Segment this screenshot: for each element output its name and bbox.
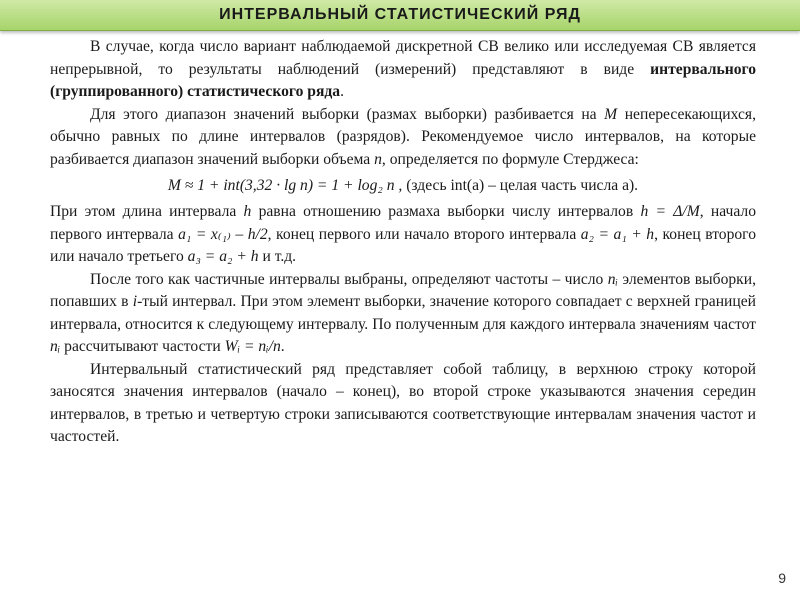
p3-text-2: равна отношению размаха выборки числу интервалов — [251, 203, 641, 220]
p4-text-4: рассчитывают частости — [60, 338, 225, 355]
p4-text-3: -тый интервал. При этом элемент выборки, значение которого совпадает с верхней границей интервала, относится к следующему интервалу. По полученным для каждого интервала значениям частот — [50, 293, 756, 333]
p2-var-n: n — [374, 150, 382, 168]
p4-text-5: . — [280, 338, 285, 355]
p2-var-m: M — [604, 105, 618, 123]
formula-main: M ≈ 1 + int(3,32 · lg n) = 1 + log₂ n , — [167, 177, 403, 194]
page-number: 9 — [778, 570, 786, 586]
p3-text-3: , начало первого интервала — [50, 203, 757, 243]
p4-var-i: i — [132, 293, 138, 310]
paragraph-3 — [50, 201, 756, 269]
p2-text-middle: непересекающихся, обычно равных по длине интервалов (разрядов). Рекомендуемое число интервалов, на которые разбивается диапазон значений выборки объема — [50, 105, 756, 168]
p2-text-after: , определяется по формуле Стерджеса: — [381, 150, 639, 168]
p3-text-6: и т.д. — [258, 248, 297, 265]
p3-text-4: , конец первого или начало второго интервала — [267, 225, 581, 243]
paragraph-4 — [50, 269, 756, 359]
p3-formula-a1: a₁ = x₍₁₎ – h/2 — [178, 225, 268, 243]
p1-text-after: . — [340, 83, 345, 100]
p1-text-before: В случае, когда число вариант наблюдаемой дискретной СВ велико или исследуемая СВ является непрерывной, то результаты наблюдений (измерений) представляют в виде — [50, 38, 756, 78]
p3-formula-a3: a₃ = a₂ + h — [187, 248, 259, 265]
page-title: ИНТЕРВАЛЬНЫЙ СТАТИСТИЧЕСКИЙ РЯД — [219, 6, 581, 23]
p1-bold-term: интервального (группированного) статистического ряда — [50, 60, 756, 100]
slide-content — [50, 36, 756, 449]
p4-var-ni: nᵢ — [607, 270, 619, 288]
sturges-formula — [50, 171, 756, 201]
paragraph-2 — [50, 104, 756, 172]
p3-formula-a2: a₂ = a₁ + h — [580, 225, 655, 243]
p4-var-ni-2: nᵢ — [50, 338, 61, 355]
p4-text-1: После того как частичные интервалы выбраны, определяют частоты – число — [90, 270, 608, 288]
formula-note: (здесь int(a) – целая часть числа a). — [406, 177, 639, 194]
p5-text: Интервальный статистический ряд представляет собой таблицу, в верхнюю строку которой заносятся значения интервалов (начало – конец), во второй строке указываются значения середин интервалов, в третью и четвертую строки записываются соответствующие интервалам значения частот и частостей. — [50, 360, 756, 445]
paragraph-5 — [50, 359, 756, 449]
paragraph-1 — [50, 36, 756, 104]
title-bar — [0, 0, 800, 31]
p2-text-before: Для этого диапазон значений выборки (размах выборки) разбивается на — [90, 105, 605, 123]
p3-text-5: , конец второго или начало третьего — [50, 225, 756, 265]
p3-var-h: h — [243, 203, 252, 220]
p3-text-1: При этом длина интервала — [50, 203, 244, 220]
p3-formula-h: h = Δ/M — [640, 203, 700, 220]
p4-text-2: элементов выборки, попавших в — [50, 270, 756, 310]
p4-formula-w: Wᵢ = nᵢ/n — [224, 338, 281, 355]
